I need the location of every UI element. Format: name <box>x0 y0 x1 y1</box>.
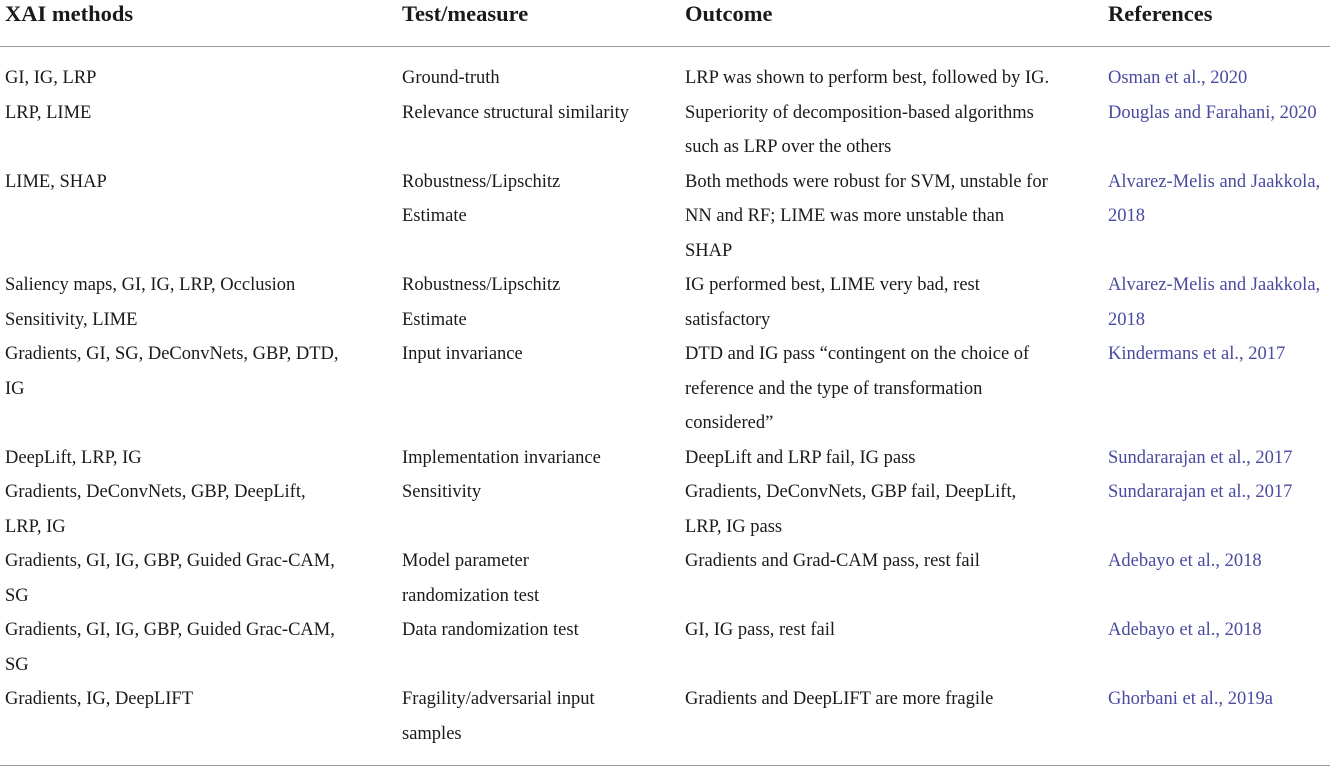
cell-xai-methods-line: DeepLift, LRP, IG <box>5 447 142 468</box>
cell-reference-line: Kindermans et al., 2017 <box>1108 344 1286 364</box>
cell-xai-methods <box>0 268 397 337</box>
cell-xai-methods-line: GI, IG, LRP <box>5 68 97 88</box>
header-outcome: Outcome <box>680 0 1103 47</box>
table-row <box>0 268 1330 337</box>
header-test-measure: Test/measure <box>397 0 680 47</box>
cell-xai-methods <box>0 441 397 476</box>
cell-reference[interactable] <box>1103 544 1330 613</box>
cell-test-measure <box>397 544 680 613</box>
cell-reference[interactable] <box>1103 475 1330 544</box>
cell-test-measure-line: Fragility/adversarial input <box>402 689 595 709</box>
cell-reference-line: Osman et al., 2020 <box>1108 68 1248 88</box>
cell-xai-methods-line: Gradients, IG, DeepLIFT <box>5 689 194 709</box>
table-row <box>0 613 1330 682</box>
cell-test-measure-line: samples <box>402 723 462 744</box>
cell-outcome-line: LRP was shown to perform best, followed by IG. <box>685 68 1050 88</box>
cell-reference-line: Sundararajan et al., 2017 <box>1108 447 1293 468</box>
cell-outcome-line: Gradients and DeepLIFT are more fragile <box>685 689 994 709</box>
cell-xai-methods-line: LIME, SHAP <box>5 171 107 192</box>
cell-xai-methods <box>0 47 397 96</box>
cell-test-measure-line: Estimate <box>402 206 467 226</box>
table-row <box>0 96 1330 165</box>
table-row <box>0 47 1330 96</box>
cell-xai-methods-line: Gradients, GI, SG, DeConvNets, GBP, DTD, <box>5 344 339 364</box>
cell-outcome <box>680 165 1103 269</box>
cell-outcome <box>680 682 1103 766</box>
cell-test-measure-line: Relevance structural similarity <box>402 102 630 123</box>
cell-test-measure-line: Robustness/Lipschitz <box>402 275 561 295</box>
cell-reference-line: Sundararajan et al., 2017 <box>1108 482 1293 502</box>
table-row <box>0 544 1330 613</box>
cell-outcome <box>680 544 1103 613</box>
cell-outcome <box>680 475 1103 544</box>
cell-reference[interactable] <box>1103 96 1330 165</box>
cell-outcome <box>680 613 1103 682</box>
cell-xai-methods-line: IG <box>5 378 25 399</box>
table-row <box>0 682 1330 766</box>
cell-xai-methods-line: Gradients, DeConvNets, GBP, DeepLift, <box>5 482 306 502</box>
cell-test-measure <box>397 47 680 96</box>
table-row <box>0 475 1330 544</box>
cell-reference-line: Ghorbani et al., 2019a <box>1108 689 1273 709</box>
cell-xai-methods-line: LRP, LIME <box>5 102 92 123</box>
cell-outcome-line: satisfactory <box>685 309 771 330</box>
cell-test-measure-line: Data randomization test <box>402 620 579 640</box>
cell-outcome <box>680 47 1103 96</box>
cell-xai-methods <box>0 475 397 544</box>
table-row <box>0 337 1330 441</box>
cell-reference[interactable] <box>1103 47 1330 96</box>
cell-reference-line: Douglas and Farahani, 2020 <box>1108 102 1317 123</box>
cell-test-measure <box>397 165 680 269</box>
cell-outcome-line: Superiority of decomposition-based algorithms <box>685 102 1034 123</box>
cell-xai-methods-line: SG <box>5 654 29 675</box>
cell-test-measure <box>397 268 680 337</box>
cell-xai-methods-line: LRP, IG <box>5 516 66 537</box>
cell-xai-methods-line: SG <box>5 585 29 606</box>
cell-test-measure <box>397 96 680 165</box>
cell-outcome-line: considered” <box>685 413 774 433</box>
cell-outcome <box>680 268 1103 337</box>
cell-outcome-line: GI, IG pass, rest fail <box>685 620 836 640</box>
cell-outcome-line: Both methods were robust for SVM, unstable for <box>685 171 1048 192</box>
cell-outcome <box>680 337 1103 441</box>
cell-test-measure-line: Ground-truth <box>402 68 500 88</box>
cell-xai-methods <box>0 96 397 165</box>
cell-xai-methods <box>0 337 397 441</box>
cell-outcome-line: LRP, IG pass <box>685 516 783 537</box>
cell-test-measure-line: randomization test <box>402 585 540 606</box>
cell-reference-line: Adebayo et al., 2018 <box>1108 551 1262 571</box>
cell-test-measure-line: Sensitivity <box>402 482 482 502</box>
cell-test-measure-line: Model parameter <box>402 551 529 571</box>
cell-test-measure-line: Estimate <box>402 309 467 330</box>
cell-test-measure-line: Input invariance <box>402 344 523 364</box>
cell-reference[interactable] <box>1103 441 1330 476</box>
cell-xai-methods <box>0 613 397 682</box>
cell-outcome <box>680 96 1103 165</box>
cell-reference[interactable] <box>1103 682 1330 766</box>
cell-reference-line: 2018 <box>1108 206 1145 226</box>
header-xai-methods: XAI methods <box>0 0 397 47</box>
table-row <box>0 165 1330 269</box>
cell-reference-line: Adebayo et al., 2018 <box>1108 620 1262 640</box>
cell-xai-methods-line: Gradients, GI, IG, GBP, Guided Grac-CAM, <box>5 551 335 571</box>
cell-outcome-line: DTD and IG pass “contingent on the choice of <box>685 344 1030 364</box>
cell-test-measure <box>397 682 680 766</box>
cell-outcome-line: SHAP <box>685 240 733 261</box>
table-header-row <box>0 0 1330 47</box>
table-row <box>0 441 1330 476</box>
cell-xai-methods <box>0 682 397 766</box>
cell-outcome <box>680 441 1103 476</box>
table-body <box>0 47 1330 766</box>
cell-xai-methods-line: Saliency maps, GI, IG, LRP, Occlusion <box>5 275 296 295</box>
cell-reference[interactable] <box>1103 337 1330 441</box>
cell-outcome-line: such as LRP over the others <box>685 137 892 157</box>
cell-outcome-line: IG performed best, LIME very bad, rest <box>685 275 980 295</box>
cell-reference[interactable] <box>1103 165 1330 269</box>
cell-test-measure-line: Robustness/Lipschitz <box>402 171 561 192</box>
cell-xai-methods <box>0 544 397 613</box>
cell-xai-methods <box>0 165 397 269</box>
cell-reference-line: Alvarez-Melis and Jaakkola, <box>1108 171 1321 192</box>
cell-outcome-line: DeepLift and LRP fail, IG pass <box>685 447 916 468</box>
cell-xai-methods-line: Gradients, GI, IG, GBP, Guided Grac-CAM, <box>5 620 335 640</box>
cell-test-measure <box>397 613 680 682</box>
cell-reference-line: Alvarez-Melis and Jaakkola, <box>1108 275 1321 295</box>
cell-reference[interactable] <box>1103 613 1330 682</box>
cell-test-measure <box>397 441 680 476</box>
cell-reference[interactable] <box>1103 268 1330 337</box>
cell-outcome-line: Gradients, DeConvNets, GBP fail, DeepLift, <box>685 482 1017 502</box>
cell-reference-line: 2018 <box>1108 309 1145 330</box>
cell-test-measure <box>397 337 680 441</box>
cell-outcome-line: Gradients and Grad-CAM pass, rest fail <box>685 551 980 571</box>
cell-test-measure <box>397 475 680 544</box>
cell-outcome-line: NN and RF; LIME was more unstable than <box>685 206 1005 226</box>
cell-test-measure-line: Implementation invariance <box>402 447 601 468</box>
header-references: References <box>1103 0 1330 47</box>
cell-outcome-line: reference and the type of transformation <box>685 378 983 399</box>
cell-xai-methods-line: Sensitivity, LIME <box>5 309 138 330</box>
